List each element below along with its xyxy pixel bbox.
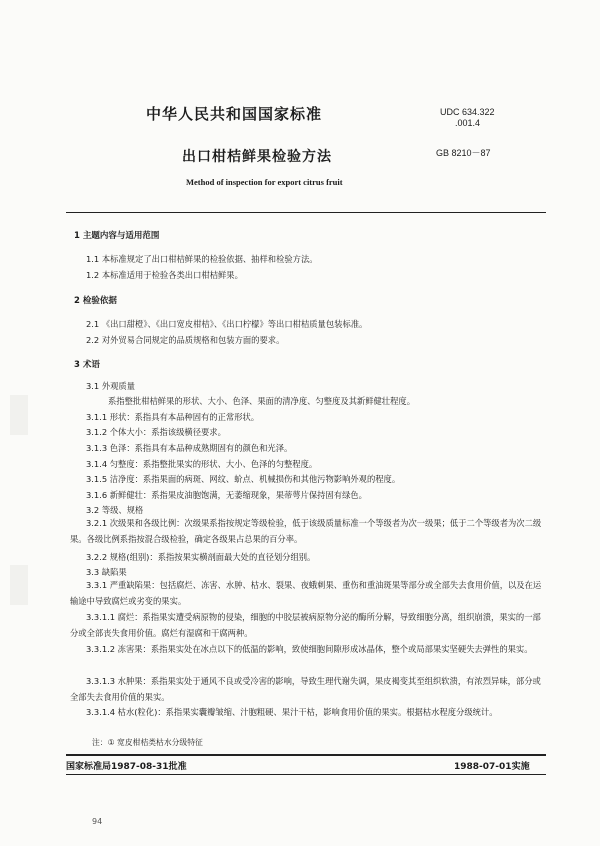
approval-date: 国家标准局1987-08-31批准 bbox=[66, 762, 187, 772]
clause-3-3: 3.3 缺陷果 bbox=[86, 567, 127, 577]
udc-code: UDC 634.322 .001.4 bbox=[440, 107, 495, 128]
footer-bottom-rule bbox=[66, 774, 546, 775]
scan-edge-mark bbox=[10, 565, 28, 605]
section-3-heading: 3 术语 bbox=[74, 360, 100, 370]
standard-title: 中华人民共和国国家标准 bbox=[146, 105, 323, 123]
implementation-date: 1988-07-01实施 bbox=[454, 762, 530, 772]
english-title: Method of inspection for export citrus fruit bbox=[186, 177, 343, 187]
clause-3-2-1: 3.2.1 次级果和各级比例：次级果系指按规定等级检验，低于该级质量标准一个等级者为次一级果；低于二个等级者为次二级果。各级比例系指按混合级检验，确定各级果占总果的百分率。 bbox=[70, 518, 542, 544]
clause-3-1-5: 3.1.5 洁净度：系指果面的病斑、网纹、蚧点、机械损伤和其他污物影响外观的程度。 bbox=[86, 474, 401, 484]
document-title: 出口柑桔鲜果检验方法 bbox=[182, 149, 332, 165]
clause-1-1: 1.1 本标准规定了出口柑桔鲜果的检验依据、抽样和检验方法。 bbox=[86, 254, 318, 264]
clause-3-1-3: 3.1.3 色泽：系指具有本品种成熟期固有的颜色和光泽。 bbox=[86, 443, 293, 453]
clause-3-1-2: 3.1.2 个体大小：系指该级横径要求。 bbox=[86, 427, 226, 437]
clause-2-2: 2.2 对外贸易合同规定的品质规格和包装方面的要求。 bbox=[86, 335, 285, 345]
clause-3-1-6: 3.1.6 新鲜健壮：系指果皮油胞饱满，无萎缩现象，果蒂萼片保持固有绿色。 bbox=[86, 490, 367, 500]
gb-code: GB 8210－87 bbox=[436, 148, 491, 158]
clause-3-3-1-3: 3.3.1.3 水肿果：系指果实处于通风不良或受冷害的影响，导致生理代谢失调，果皮褐变其至组织软溃，有浓烈异味，部分或全部失去食用价值的果实。 bbox=[70, 676, 541, 702]
section-1-heading: 1 主题内容与适用范围 bbox=[74, 231, 160, 241]
clause-3-3-1-4: 3.3.1.4 枯水(粒化)：系指果实囊瓣皱缩、汁胞粗硬、果汁干枯，影响食用价值的果实。根据枯水程度分级统计。 bbox=[86, 707, 498, 717]
clause-3-3-1-2: 3.3.1.2 冻害果：系指果实处在冰点以下的低温的影响，致使细胞间隙形成冰晶体，整个或局部果实坚硬失去弹性的果实。 bbox=[86, 644, 533, 654]
clause-3-1-text: 系指整批柑桔鲜果的形状、大小、色泽、果面的清净度、匀整度及其新鲜健壮程度。 bbox=[108, 396, 415, 406]
clause-3-2-2: 3.2.2 规格(组别)：系指按果实横剖面最大处的直径划分组别。 bbox=[86, 552, 316, 562]
section-2-heading: 2 检验依据 bbox=[74, 296, 117, 306]
clause-3-1-4: 3.1.4 匀整度：系指整批果实的形状、大小、色泽的匀整程度。 bbox=[86, 459, 318, 469]
clause-3-1-1: 3.1.1 形状：系指具有本品种固有的正常形状。 bbox=[86, 412, 260, 422]
clause-1-2: 1.2 本标准适用于检验各类出口柑桔鲜果。 bbox=[86, 270, 243, 280]
clause-3-3-1: 3.3.1 严重缺陷果：包括腐烂、冻害、水肿、枯水、裂果、夜蛾刺果、重伤和重油斑果等部分或全部失去食用价值，以及在运输途中导致腐烂或劣变的果实。 bbox=[70, 580, 542, 606]
clause-3-1: 3.1 外观质量 bbox=[86, 381, 136, 391]
footnote: 注：① 宽皮柑桔类枯水分级特征 bbox=[92, 738, 203, 747]
clause-2-1: 2.1 《出口甜橙》、《出口宽皮柑桔》、《出口柠檬》等出口柑桔质量包装标准。 bbox=[86, 319, 368, 329]
page-number: 94 bbox=[92, 817, 103, 826]
scan-edge-mark bbox=[10, 395, 28, 435]
footer-divider bbox=[66, 754, 546, 756]
clause-3-2: 3.2 等级、规格 bbox=[86, 505, 144, 515]
header-divider bbox=[66, 212, 546, 213]
clause-3-3-1-1: 3.3.1.1 腐烂：系指果实遭受病原物的侵染，细胞的中胶层被病原物分泌的酶所分解，导致细胞分离，组织崩溃，果实的一部分或全部丧失食用价值。腐烂有湿腐和干腐两种。 bbox=[70, 612, 541, 638]
